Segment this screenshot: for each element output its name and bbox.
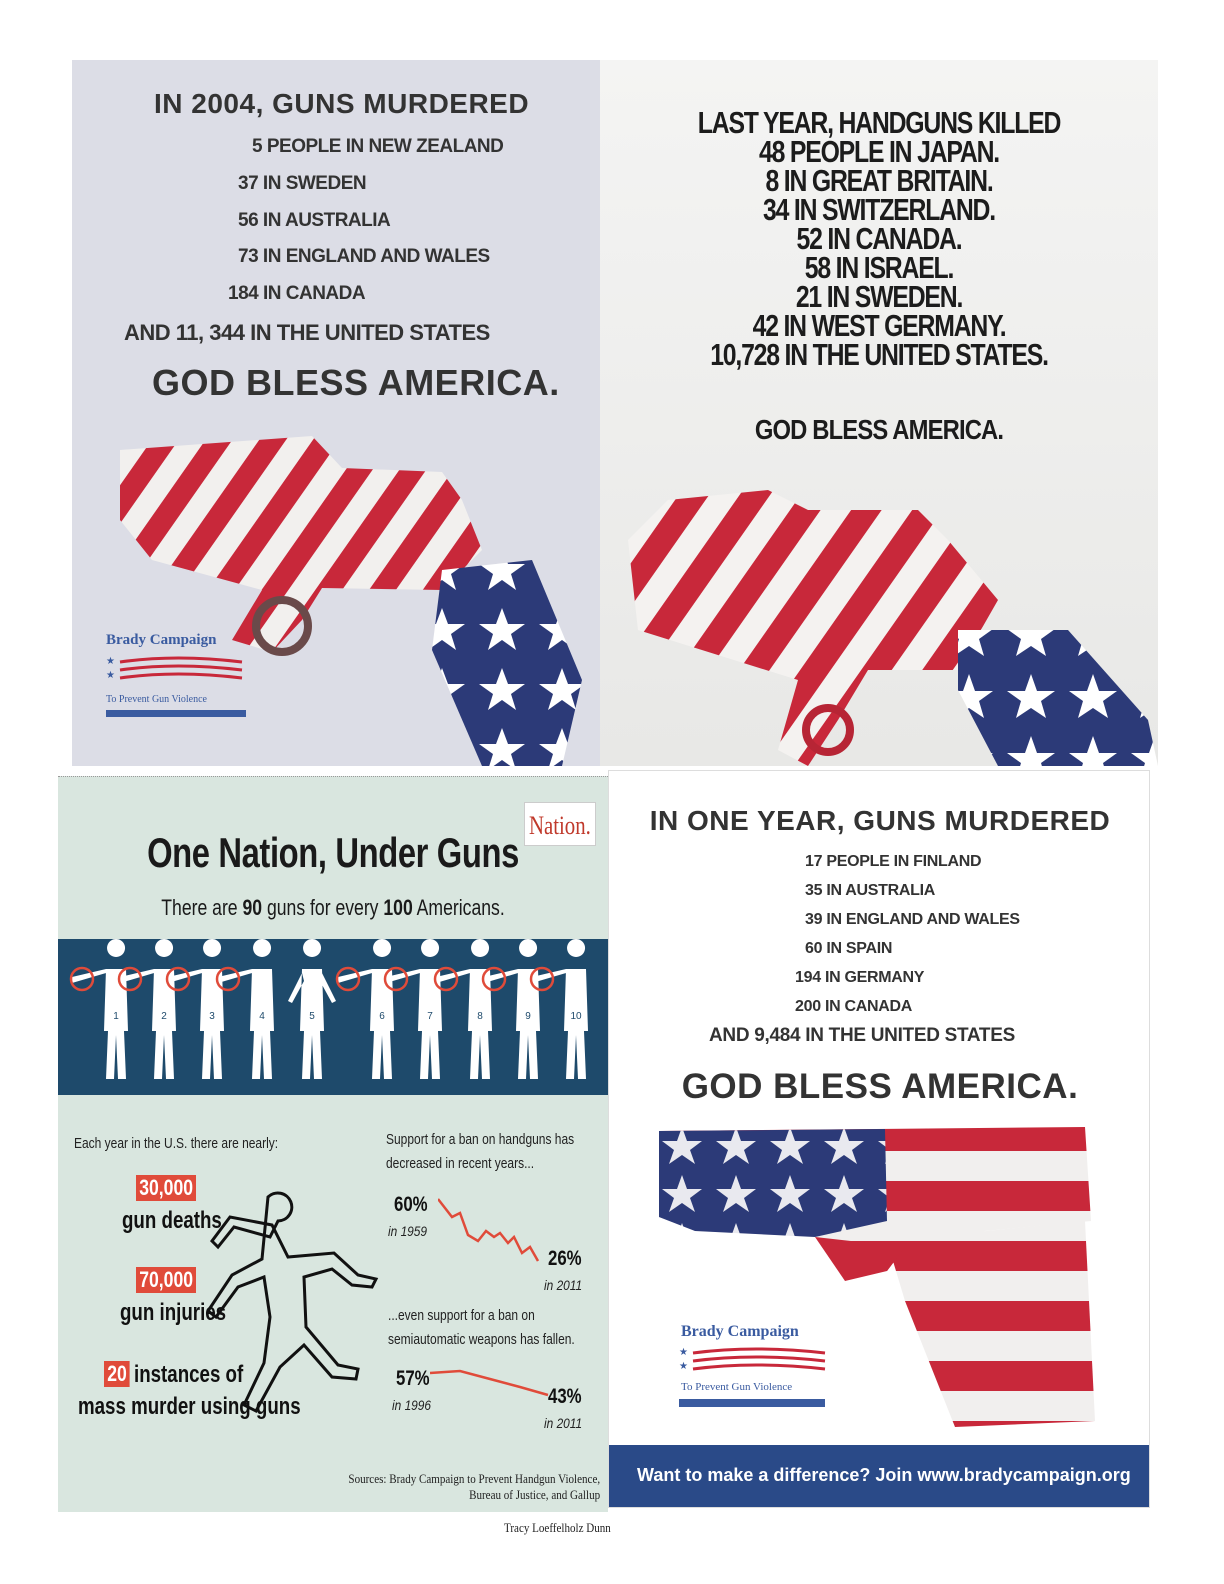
handgun-end-pct: 26% <box>548 1247 582 1270</box>
sources: Sources: Brady Campaign to Prevent Handgun Violence, Bureau of Justice, and Gallup <box>348 1471 600 1502</box>
infographic-title: One Nation, Under Guns <box>147 829 519 876</box>
figure-silhouette <box>288 939 336 1079</box>
figure-number: 3 <box>209 1011 215 1022</box>
brady-logo-name: Brady Campaign <box>681 1323 799 1340</box>
stat-line: 52 IN CANADA. <box>796 221 962 256</box>
stat-badge: 70,000 <box>136 1267 196 1293</box>
stat-label: gun injuries <box>120 1299 227 1326</box>
figure-number: 9 <box>525 1011 531 1022</box>
slogan: GOD BLESS AMERICA. <box>152 362 560 403</box>
figure-number: 4 <box>259 1011 265 1022</box>
semi-end-year: in 2011 <box>544 1415 583 1431</box>
slogan: GOD BLESS AMERICA. <box>681 1067 1079 1106</box>
flag-revolver-icon <box>628 480 1158 766</box>
handgun-start-year: in 1959 <box>388 1223 428 1239</box>
stat-line: 194 IN GERMANY <box>795 969 925 986</box>
handgun-trend-line <box>438 1197 548 1267</box>
infographic-subtitle: There are 90 guns for every 100 Americans. <box>161 895 505 920</box>
svg-text:★: ★ <box>679 1361 688 1372</box>
stat-line: 10,728 IN THE UNITED STATES. <box>710 337 1048 372</box>
logo-text: Nation. <box>529 811 591 840</box>
stat-line: 5 PEOPLE IN NEW ZEALAND <box>252 136 504 157</box>
footer-banner <box>609 1445 1150 1508</box>
stat-line-us: AND 11, 344 IN THE UNITED STATES <box>124 320 490 345</box>
ad-panel-1 <box>72 60 600 766</box>
ad-panel-2 <box>600 60 1158 766</box>
semi-start-year: in 1996 <box>392 1397 432 1413</box>
brady-logo-bar <box>106 710 246 717</box>
stat-line: 58 IN ISRAEL. <box>804 250 954 285</box>
figure-silhouette <box>119 939 176 1079</box>
brady-flag-icon <box>679 1345 829 1385</box>
stat-badge: 20 <box>104 1361 130 1387</box>
stat-label: instances of <box>134 1361 244 1388</box>
stat-line: 200 IN CANADA <box>795 998 913 1015</box>
semi-end-pct: 43% <box>548 1385 582 1408</box>
ad-panel-4 <box>608 770 1150 1508</box>
stat-line: 56 IN AUSTRALIA <box>238 210 391 231</box>
brady-logo-tagline: To Prevent Gun Violence <box>681 1381 793 1393</box>
figure-silhouette <box>531 939 588 1079</box>
handgun-ban-text: decreased in recent years... <box>386 1155 535 1172</box>
stat-stack <box>600 105 1158 372</box>
headline: IN ONE YEAR, GUNS MURDERED <box>649 805 1111 836</box>
stat-line: 34 IN SWITZERLAND. <box>763 192 995 227</box>
figure-number: 5 <box>309 1011 315 1022</box>
figure-silhouette <box>167 939 224 1079</box>
stat-line: 42 IN WEST GERMANY. <box>752 308 1006 343</box>
each-year-label: Each year in the U.S. there are nearly: <box>74 1135 279 1152</box>
infographic-panel <box>58 776 608 1512</box>
figure-silhouette <box>337 939 394 1079</box>
figure-silhouette <box>483 939 540 1079</box>
figure-number: 6 <box>379 1011 385 1022</box>
slogan: GOD BLESS AMERICA. <box>754 414 1004 445</box>
figure-number: 1 <box>113 1011 119 1022</box>
stat-line: 17 PEOPLE IN FINLAND <box>805 853 982 870</box>
semi-ban-text: ...even support for a ban on <box>388 1307 535 1324</box>
semi-start-pct: 57% <box>396 1367 430 1390</box>
stat-line: 60 IN SPAIN <box>805 940 893 957</box>
author-credit: Tracy Loeffelholz Dunn <box>504 1520 611 1535</box>
figures-illustration <box>58 939 608 1095</box>
brady-logo-bar <box>679 1399 825 1407</box>
stat-line-us: AND 9,484 IN THE UNITED STATES <box>709 1025 1015 1046</box>
stat-line: 8 IN GREAT BRITAIN. <box>765 163 993 198</box>
stat-line: 73 IN ENGLAND AND WALES <box>238 246 490 267</box>
gun-figures-banner <box>58 939 608 1095</box>
svg-text:★: ★ <box>106 670 115 681</box>
figure-silhouette <box>217 939 274 1079</box>
stat-line: 37 IN SWEDEN <box>238 173 367 194</box>
brady-flag-icon <box>106 654 246 694</box>
semi-ban-text: semiautomatic weapons has fallen. <box>388 1331 575 1348</box>
stat-line: 35 IN AUSTRALIA <box>805 882 936 899</box>
figure-number: 8 <box>477 1011 483 1022</box>
semi-trend-line <box>430 1367 550 1401</box>
stat-line: 39 IN ENGLAND AND WALES <box>805 911 1020 928</box>
handgun-ban-text: Support for a ban on handguns has <box>386 1131 575 1148</box>
brady-logo-name: Brady Campaign <box>106 632 217 648</box>
svg-text:★: ★ <box>679 1347 688 1358</box>
figure-number: 7 <box>427 1011 433 1022</box>
figure-silhouette <box>71 939 128 1079</box>
stat-line: 48 PEOPLE IN JAPAN. <box>759 134 999 169</box>
handgun-start-pct: 60% <box>394 1193 428 1216</box>
stat-line: 184 IN CANADA <box>228 283 366 304</box>
stat-badge: 30,000 <box>136 1175 196 1201</box>
stat-label: gun deaths <box>122 1207 222 1234</box>
svg-text:★: ★ <box>106 656 115 667</box>
handgun-end-year: in 2011 <box>544 1277 583 1293</box>
figure-silhouette <box>435 939 492 1079</box>
headline: IN 2004, GUNS MURDERED <box>154 88 530 119</box>
stat-label: mass murder using guns <box>78 1393 301 1420</box>
figure-number: 10 <box>570 1011 582 1022</box>
stat-line: LAST YEAR, HANDGUNS KILLED <box>697 105 1061 140</box>
stat-line: 21 IN SWEDEN. <box>795 279 963 314</box>
brady-logo-tagline: To Prevent Gun Violence <box>106 694 207 705</box>
footer-cta[interactable]: Want to make a difference? Join www.bradycampaign.org <box>637 1465 1131 1485</box>
chalk-outline-icon <box>208 1167 388 1417</box>
figure-silhouette <box>385 939 442 1079</box>
figure-number: 2 <box>161 1011 167 1022</box>
